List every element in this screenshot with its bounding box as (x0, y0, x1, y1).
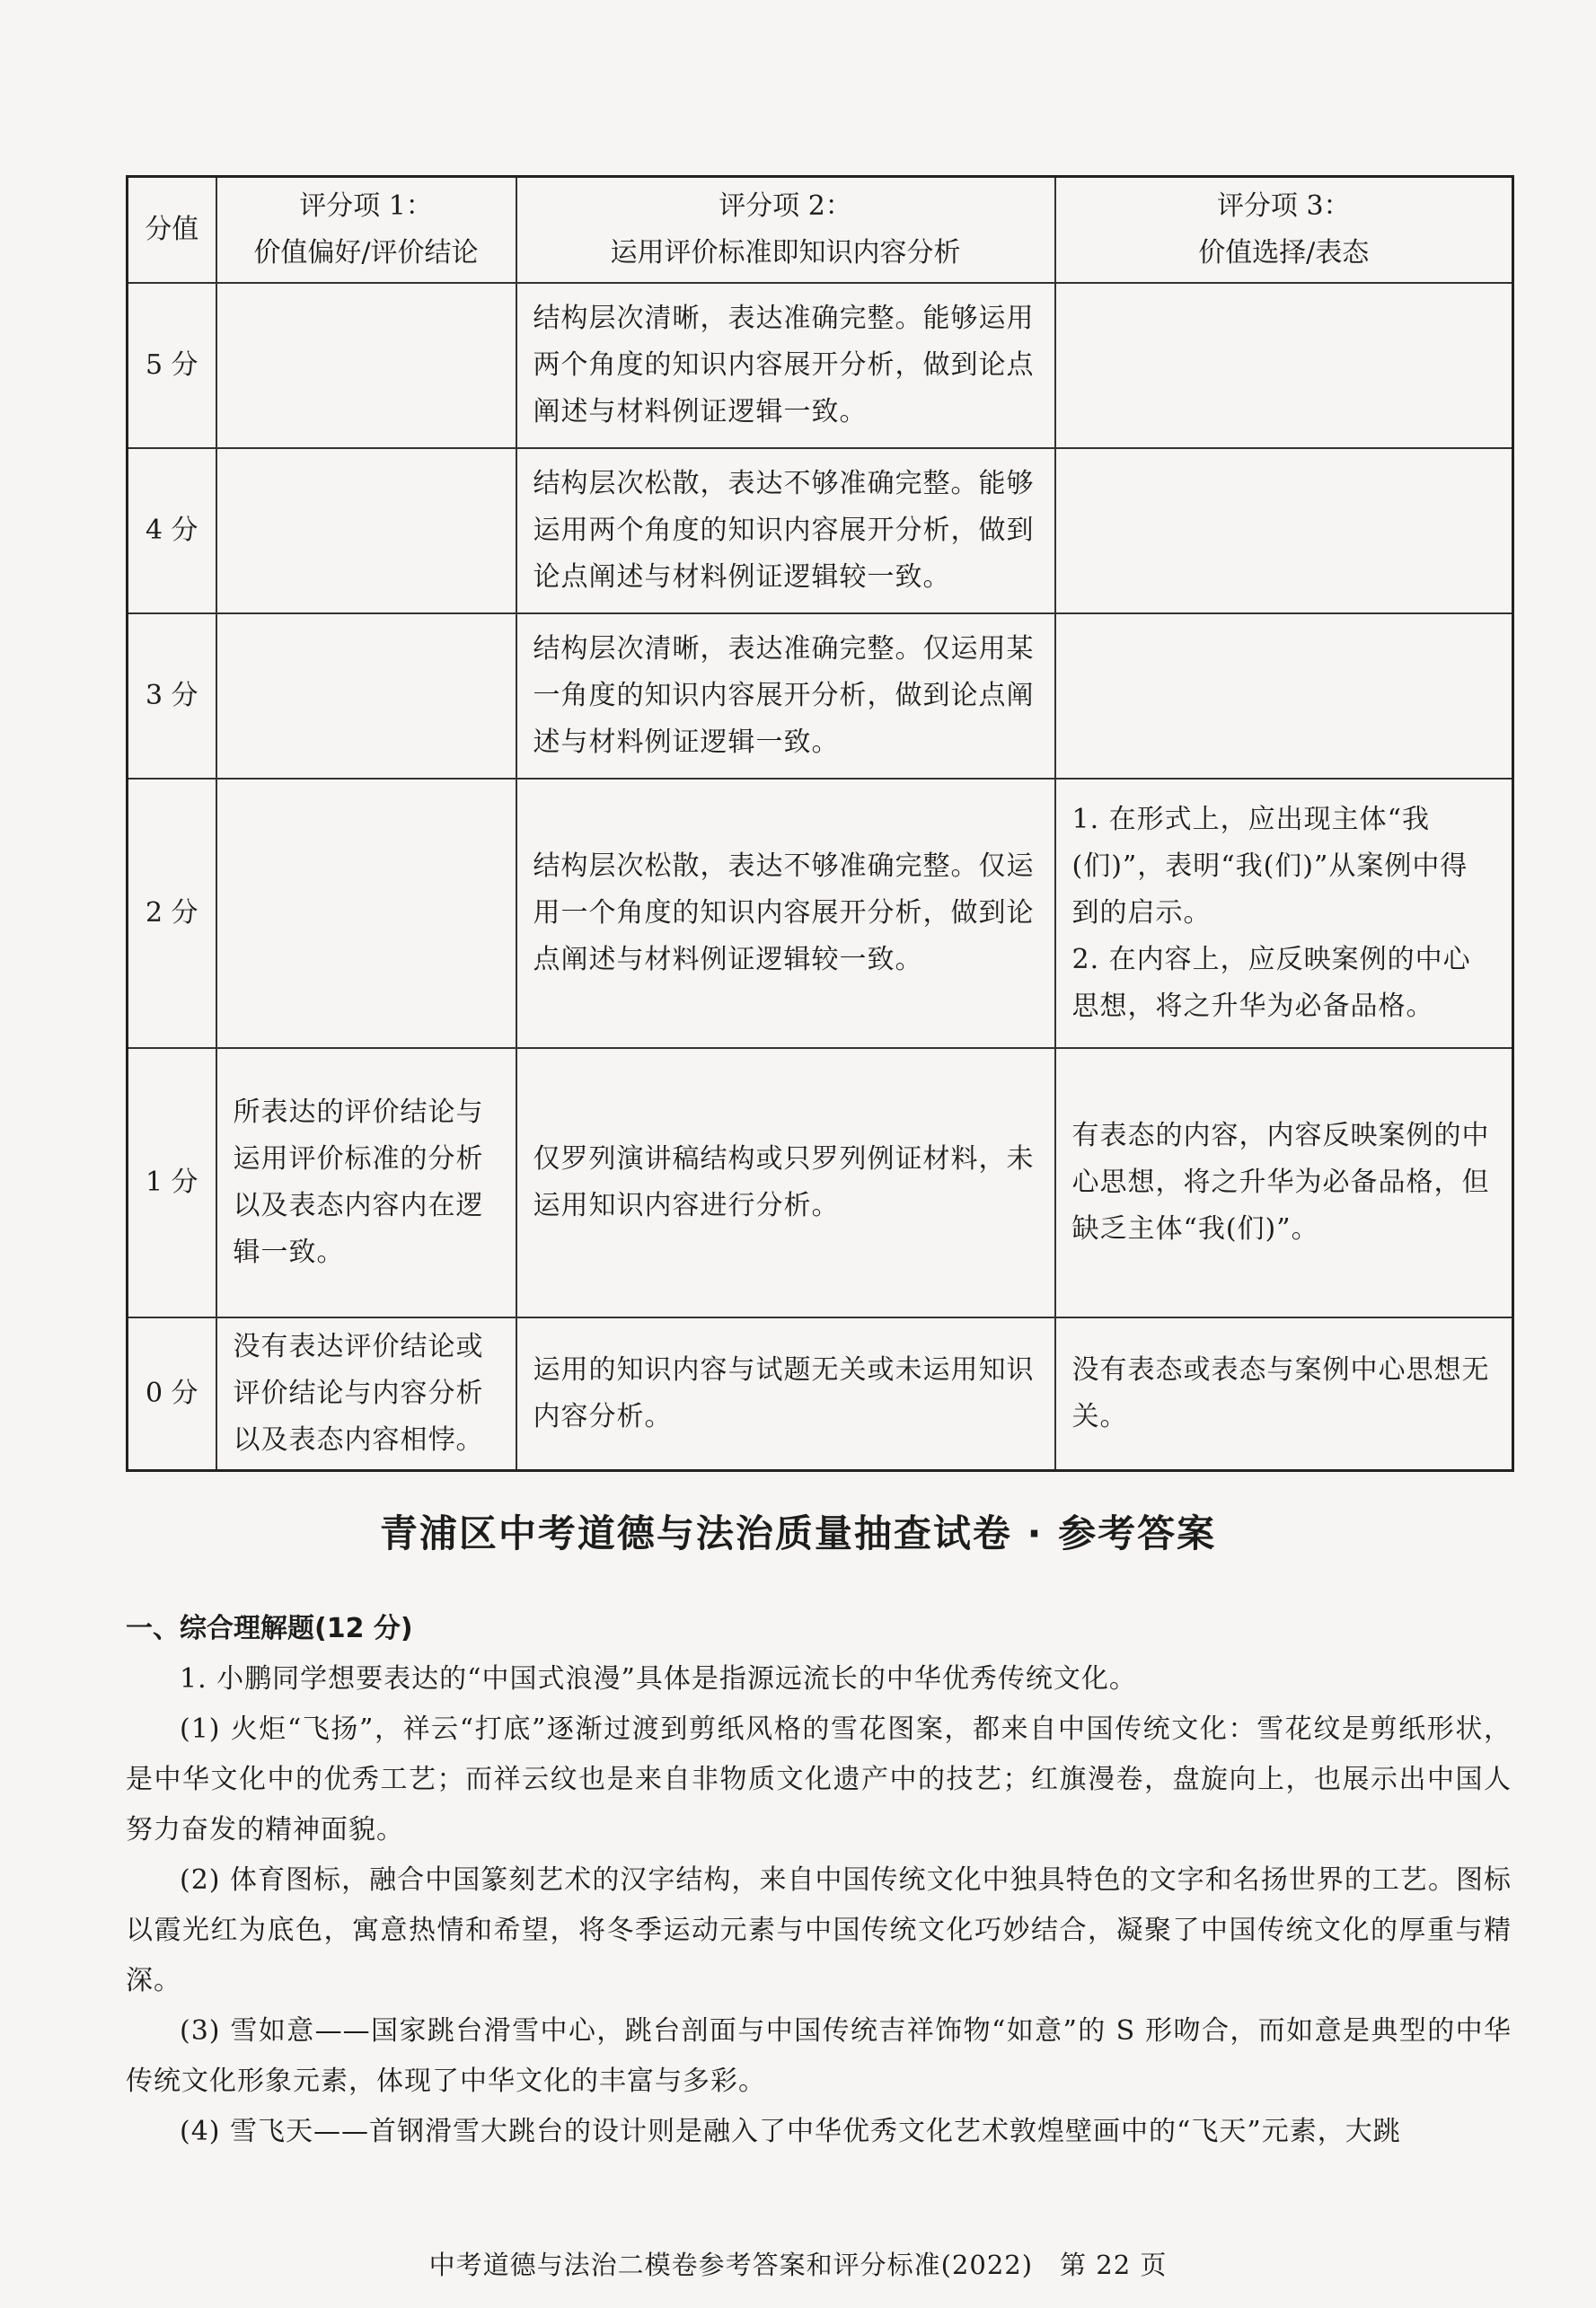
section-heading: 一、综合理解题(12 分) (126, 1613, 413, 1644)
item3-cell (1055, 448, 1513, 613)
header-item2: 评分项 2： 运用评价标准即知识内容分析 (516, 177, 1055, 284)
table-row (128, 448, 1513, 613)
item3-cell: 没有表态或表态与案例中心思想无关。 (1055, 1317, 1513, 1471)
item2-cell: 运用的知识内容与试题无关或未运用知识内容分析。 (516, 1317, 1055, 1471)
table-row (128, 283, 1513, 448)
header-score: 分值 (128, 177, 216, 284)
item1-cell: 没有表达评价结论或评价结论与内容分析以及表态内容相悖。 (216, 1317, 516, 1471)
table-row (128, 1048, 1513, 1317)
score-cell: 5 分 (128, 283, 216, 448)
item2-cell: 仅罗列演讲稿结构或只罗列例证材料，未运用知识内容进行分析。 (516, 1048, 1055, 1317)
item2-cell: 结构层次松散，表达不够准确完整。能够运用两个角度的知识内容展开分析，做到论点阐述与材料例证逻辑较一致。 (516, 448, 1055, 613)
item2-cell: 结构层次松散，表达不够准确完整。仅运用一个角度的知识内容展开分析，做到论点阐述与材料例证逻辑较一致。 (516, 779, 1055, 1048)
item1-cell: 所表达的评价结论与运用评价标准的分析以及表态内容内在逻辑一致。 (216, 1048, 516, 1317)
score-cell: 3 分 (128, 613, 216, 779)
item3-cell: 有表态的内容，内容反映案例的中心思想，将之升华为必备品格，但缺乏主体“我(们)”。 (1055, 1048, 1513, 1317)
score-cell: 2 分 (128, 779, 216, 1048)
scoring-rubric-table (126, 175, 1514, 1472)
item1-cell (216, 613, 516, 779)
table-row (128, 779, 1513, 1048)
item2-cell: 结构层次清晰，表达准确完整。能够运用两个角度的知识内容展开分析，做到论点阐述与材料例证逻辑一致。 (516, 283, 1055, 448)
header-item1: 评分项 1： 价值偏好/评价结论 (216, 177, 516, 284)
table-row (128, 613, 1513, 779)
item3-cell (1055, 613, 1513, 779)
score-cell: 1 分 (128, 1048, 216, 1317)
item1-cell (216, 448, 516, 613)
paragraph: (3) 雪如意——国家跳台滑雪中心，跳台剖面与中国传统吉祥饰物“如意”的 S 形吻合，而如意是典型的中华传统文化形象元素，体现了中华文化的丰富与多彩。 (126, 2015, 1512, 2097)
item1-cell (216, 283, 516, 448)
header-item3: 评分项 3： 价值选择/表态 (1055, 177, 1513, 284)
item2-cell: 结构层次清晰，表达准确完整。仅运用某一角度的知识内容展开分析，做到论点阐述与材料例证逻辑一致。 (516, 613, 1055, 779)
item1-cell (216, 779, 516, 1048)
paragraph: 1. 小鹏同学想要表达的“中国式浪漫”具体是指源远流长的中华优秀传统文化。 (180, 1663, 1137, 1695)
paragraph: (1) 火炬“飞扬”，祥云“打底”逐渐过渡到剪纸风格的雪花图案，都来自中国传统文化：雪花纹是剪纸形状，是中华文化中的优秀工艺；而祥云纹也是来自非物质文化遗产中的技艺；红旗漫卷，盘旋向上，也展示出中国人努力奋发的精神面貌。 (126, 1713, 1512, 1846)
item3-cell: 1. 在形式上，应出现主体“我(们)”，表明“我(们)”从案例中得到的启示。 2. 在内容上，应反映案例的中心思想，将之升华为必备品格。 (1055, 779, 1513, 1048)
score-cell: 4 分 (128, 448, 216, 613)
paragraph: (2) 体育图标，融合中国篆刻艺术的汉字结构，来自中国传统文化中独具特色的文字和名扬世界的工艺。图标以霞光红为底色，寓意热情和希望，将冬季运动元素与中国传统文化巧妙结合，凝聚了中国传统文化的厚重与精深。 (126, 1864, 1512, 1996)
table-header-row (128, 177, 1513, 284)
paragraph: (4) 雪飞天——首钢滑雪大跳台的设计则是融入了中华优秀文化艺术敦煌壁画中的“飞天”元素，大跳 (180, 2116, 1401, 2147)
item3-cell (1055, 283, 1513, 448)
answer-body (126, 1608, 1512, 2157)
page-footer: 中考道德与法治二模卷参考答案和评分标准(2022) 第 22 页 (428, 2250, 1168, 2280)
table-row (128, 1317, 1513, 1471)
page-title: 青浦区中考道德与法治质量抽查试卷 · 参考答案 (379, 1511, 1217, 1555)
score-cell: 0 分 (128, 1317, 216, 1471)
